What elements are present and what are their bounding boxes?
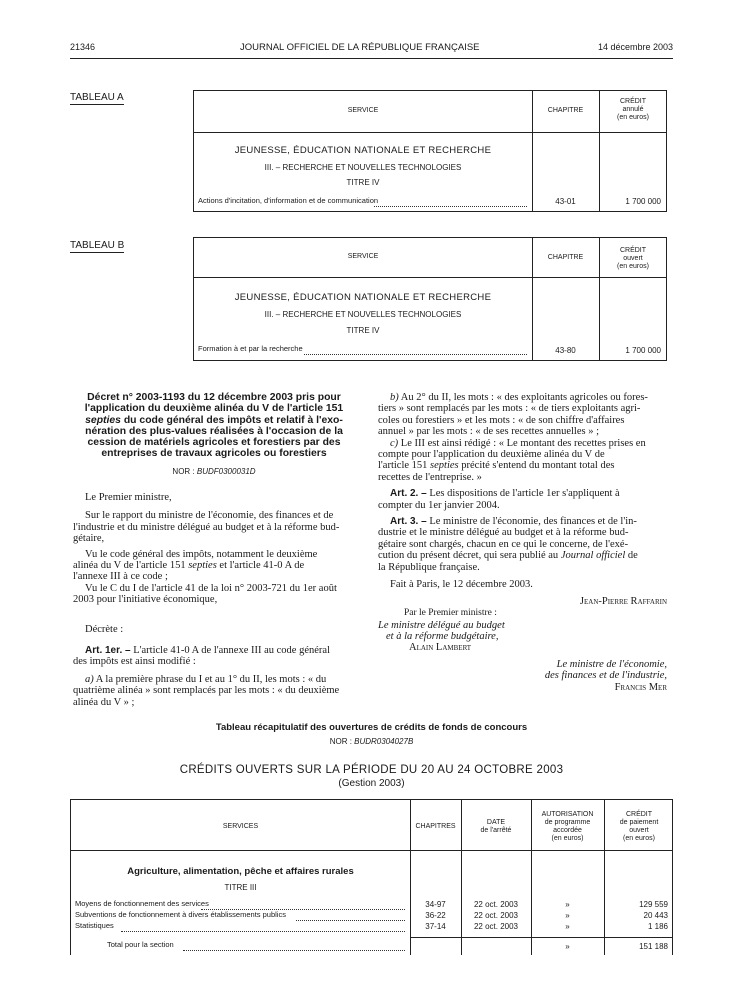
article-1 <box>73 645 355 668</box>
section-heading: III. – RECHERCHE ET NOUVELLES TECHNOLOGIES <box>264 163 462 172</box>
text-span: et l'article 41-0 A de <box>216 560 305 572</box>
header-line: de l'arrêté <box>480 827 512 834</box>
total-label: Total pour la section <box>107 940 174 949</box>
text-line <box>378 392 667 403</box>
text-span: Les dispositions de l'article 1er s'appliquent à <box>426 488 620 500</box>
header-divider <box>71 850 672 851</box>
text-line: 2003 pour l'initiative économique, <box>73 594 218 606</box>
row-chapitre: 43-80 <box>555 346 576 355</box>
recap-title: Tableau récapitulatif des ouvertures de crédits de fonds de concours <box>215 722 528 733</box>
decree-nor <box>73 467 355 476</box>
col-credit-header <box>599 98 667 122</box>
journal-title: JOURNAL OFFICIEL DE LA RÉPUBLIQUE FRANÇAISE <box>240 42 480 53</box>
tableau-a <box>193 90 667 212</box>
titre-heading: TITRE IV <box>346 178 380 187</box>
decree-body-right <box>378 392 667 591</box>
signer-mer: Francis Mer <box>614 682 667 693</box>
row-autorisation: » <box>565 911 570 920</box>
text-line: tiers » sont remplacés par les mots : « de tiers exploitants agri- <box>378 403 641 415</box>
text-line: Sur le rapport du ministre de l'économie, des finances et de <box>85 510 334 522</box>
row-autorisation: » <box>565 922 570 931</box>
decree-title-line: cession de matériels agricoles et forestiers par des <box>87 437 341 449</box>
nor-label: NOR : <box>329 737 355 746</box>
article-3 <box>378 516 667 573</box>
header-divider <box>194 132 666 133</box>
premier-ministre: Le Premier ministre, <box>85 492 172 503</box>
decree-title-line: entreprises de travaux agricoles ou forestiers <box>101 448 327 460</box>
row-amount: 1 700 000 <box>625 197 661 206</box>
text-line: Vu le code général des impôts, notamment le deuxième <box>85 548 318 560</box>
leader-dots <box>296 911 405 921</box>
article-label: Art. 3. – <box>390 516 427 528</box>
col-service-header: SERVICE <box>347 253 379 260</box>
text-span: Le III est ainsi rédigé : « Le montant des recettes prises en <box>398 437 646 449</box>
titre-heading: TITRE IV <box>346 326 380 335</box>
text-line: la République française. <box>378 561 480 573</box>
text-line: coles ou forestiers » et les mots : « de son chiffre d'affaires <box>378 414 625 426</box>
decree-title-text: du code général des impôts et relatif à l'exo- <box>120 414 343 426</box>
text-span: de <box>625 550 638 562</box>
header-line: CRÉDIT <box>619 247 647 254</box>
text-line: l'industrie et du ministre délégué au budget et à la réforme bud- <box>73 521 340 533</box>
nor-value: BUDR0304027B <box>354 737 414 746</box>
col-chapitre-header: CHAPITRE <box>547 107 584 114</box>
leader-dots <box>183 941 405 951</box>
leader-dots <box>304 345 527 355</box>
row-date: 22 oct. 2003 <box>473 900 519 909</box>
text-line: quatrième alinéa » sont remplacés par les mots : « du deuxième <box>73 685 340 697</box>
decree-title-line: Décret n° 2003-1193 du 12 décembre 2003 pris pour <box>87 392 341 403</box>
leader-dots <box>374 197 527 207</box>
article-2 <box>378 488 667 511</box>
row-label: Statistiques <box>75 921 114 930</box>
text-line: des impôts est ainsi modifié : <box>73 656 196 668</box>
header-line: (en euros) <box>617 263 649 270</box>
col-credit-header <box>599 247 667 271</box>
header-line: de paiement <box>619 819 659 826</box>
text-line: gétaire sont chargés, chacun en ce qui le concerne, de l'exé- <box>378 538 629 550</box>
decree-title <box>73 392 355 460</box>
row-label: Formation à et par la recherche <box>198 344 303 353</box>
text-span: Le ministre de l'économie, des finances et de l'in- <box>426 516 637 528</box>
tableau-b <box>193 237 667 361</box>
text-line: compte pour l'application du deuxième alinéa du V de <box>378 449 605 461</box>
ministry-heading: JEUNESSE, ÉDUCATION NATIONALE ET RECHERCHE <box>234 292 492 303</box>
row-label: Actions d'incitation, d'information et de communication <box>198 196 379 205</box>
text-line: gétaire, <box>73 533 105 545</box>
italic-span: a) <box>85 673 94 685</box>
text-line <box>73 560 355 571</box>
text-span: l'article 151 <box>378 460 431 472</box>
italic-span: septies <box>430 460 459 472</box>
header-line: CRÉDIT <box>619 98 647 105</box>
paragraph-a <box>73 674 355 708</box>
row-credit: 129 559 <box>639 900 668 909</box>
header-line: CRÉDIT <box>625 811 653 818</box>
row-date: 22 oct. 2003 <box>473 922 519 931</box>
header-line: ouvert <box>623 255 643 262</box>
signer-lambert: Alain Lambert <box>409 642 472 653</box>
decree-title-line: nération des plus-values réalisées à l'occasion de la <box>85 425 343 437</box>
italic-span: c) <box>390 437 399 449</box>
tableau-a-label: TABLEAU A <box>70 92 124 103</box>
text-line: Vu le C du I de l'article 41 de la loi n° 2003-721 du 1er août <box>85 582 337 594</box>
recap-subheading: (Gestion 2003) <box>338 778 405 789</box>
issue-date: 14 décembre 2003 <box>598 42 674 52</box>
vu-code-paragraph <box>73 549 355 583</box>
text-span: précité s'entend du montant total des <box>458 460 615 472</box>
row-chapitre: 37-14 <box>425 922 446 931</box>
text-line: des finances et de l'industrie, <box>544 670 667 681</box>
col-autorisation-header <box>531 811 604 843</box>
row-date: 22 oct. 2003 <box>473 911 519 920</box>
recap-table <box>70 799 673 955</box>
minister-budget <box>378 620 558 642</box>
text-line: Le ministre délégué au budget <box>378 620 505 631</box>
text-line <box>378 460 667 471</box>
total-divider <box>410 937 672 938</box>
total-credit: 151 188 <box>639 942 668 951</box>
text-line: l'annexe III à ce code ; <box>73 571 168 583</box>
col-chapitres-header: CHAPITRES <box>415 823 456 830</box>
col-credit-header <box>604 811 674 843</box>
italic-span: septies <box>188 560 217 572</box>
text-line <box>378 488 667 499</box>
minister-economy <box>478 659 667 681</box>
text-span: cution du présent décret, qui sera publié au <box>378 550 561 562</box>
text-line: dustrie et le ministre délégué au budget et à la réforme bud- <box>378 527 629 539</box>
header-line: (en euros) <box>617 114 649 121</box>
text-line: annuel » par les mots : « de ses recettes annuelles » ; <box>378 426 600 438</box>
header-line: de programme <box>544 819 591 826</box>
row-amount: 1 700 000 <box>625 346 661 355</box>
header-line: (en euros) <box>623 835 655 842</box>
col-chapitre-header: CHAPITRE <box>547 254 584 261</box>
row-chapitre: 36-22 <box>425 911 446 920</box>
row-label: Subventions de fonctionnement à divers établissements publics <box>75 910 286 919</box>
col-service-header: SERVICE <box>347 107 379 114</box>
header-line: DATE <box>486 819 506 826</box>
row-chapitre: 43-01 <box>555 197 576 206</box>
ministry-heading: Agriculture, alimentation, pêche et affaires rurales <box>127 866 354 877</box>
header-line: accordée <box>553 827 582 834</box>
row-chapitre: 34-97 <box>425 900 446 909</box>
col-date-header <box>461 819 531 835</box>
text-line: recettes de l'entreprise. » <box>378 471 482 483</box>
decrete: Décrète : <box>85 623 124 635</box>
text-line: alinéa du V » ; <box>73 696 135 708</box>
decree-title-line: l'application du deuxième alinéa du V de l'article 151 <box>84 403 344 415</box>
page-number: 21346 <box>70 42 96 52</box>
italic-span: b) <box>390 392 399 403</box>
header-line: AUTORISATION <box>541 811 594 818</box>
text-line <box>73 674 355 685</box>
decree-body-left <box>73 492 355 708</box>
rapport-paragraph <box>73 510 355 544</box>
text-span: L'article 41-0 A de l'annexe III au code général <box>130 645 330 657</box>
decree-title-line <box>73 415 355 426</box>
par-le-premier-ministre: Par le Premier ministre : <box>404 608 497 618</box>
text-line: compter du 1er janvier 2004. <box>378 499 500 511</box>
titre-heading: TITRE III <box>224 883 257 892</box>
header-line: annulé <box>622 106 644 113</box>
nor-value: BUDF0300031D <box>196 467 256 476</box>
ministry-heading: JEUNESSE, ÉDUCATION NATIONALE ET RECHERCHE <box>234 145 492 156</box>
vu-loi-paragraph <box>73 583 355 606</box>
row-credit: 1 186 <box>647 922 668 931</box>
fait-a-paris: Fait à Paris, le 12 décembre 2003. <box>390 579 533 591</box>
total-autorisation: » <box>565 942 570 951</box>
text-span: Au 2° du II, les mots : « des exploitants agricoles ou fores- <box>398 392 648 403</box>
row-label: Moyens de fonctionnement des services <box>75 899 209 908</box>
text-line <box>378 438 667 449</box>
nor-label: NOR : <box>172 467 197 476</box>
article-label: Art. 1er. – <box>85 645 131 657</box>
text-span: alinéa du V de l'article 151 <box>73 560 189 572</box>
header-line: (en euros) <box>551 835 584 842</box>
recap-nor <box>70 737 673 746</box>
decree-title-italic: septies <box>85 414 121 426</box>
recap-heading: CRÉDITS OUVERTS SUR LA PÉRIODE DU 20 AU 24 OCTOBRE 2003 <box>179 764 564 776</box>
text-line <box>378 516 667 527</box>
italic-span: Journal officiel <box>560 550 626 562</box>
paragraph-b <box>378 392 667 438</box>
row-autorisation: » <box>565 900 570 909</box>
leader-dots <box>201 900 405 910</box>
header-divider <box>194 277 666 278</box>
text-span: A la première phrase du I et au 1° du II, les mots : « du <box>93 673 327 685</box>
section-heading: III. – RECHERCHE ET NOUVELLES TECHNOLOGIES <box>264 310 462 319</box>
text-line: et à la réforme budgétaire, <box>386 631 499 642</box>
tableau-b-label: TABLEAU B <box>70 240 125 251</box>
header-rule <box>70 58 673 59</box>
text-line: Le ministre de l'économie, <box>556 659 667 670</box>
text-line <box>73 645 355 656</box>
signer-prime-minister: Jean-Pierre Raffarin <box>579 596 667 607</box>
paragraph-c <box>378 438 667 484</box>
leader-dots <box>121 922 405 932</box>
row-credit: 20 443 <box>643 911 668 920</box>
col-services-header: SERVICES <box>222 823 259 830</box>
text-line <box>378 550 667 561</box>
header-line: ouvert <box>629 827 649 834</box>
article-label: Art. 2. – <box>390 488 427 500</box>
